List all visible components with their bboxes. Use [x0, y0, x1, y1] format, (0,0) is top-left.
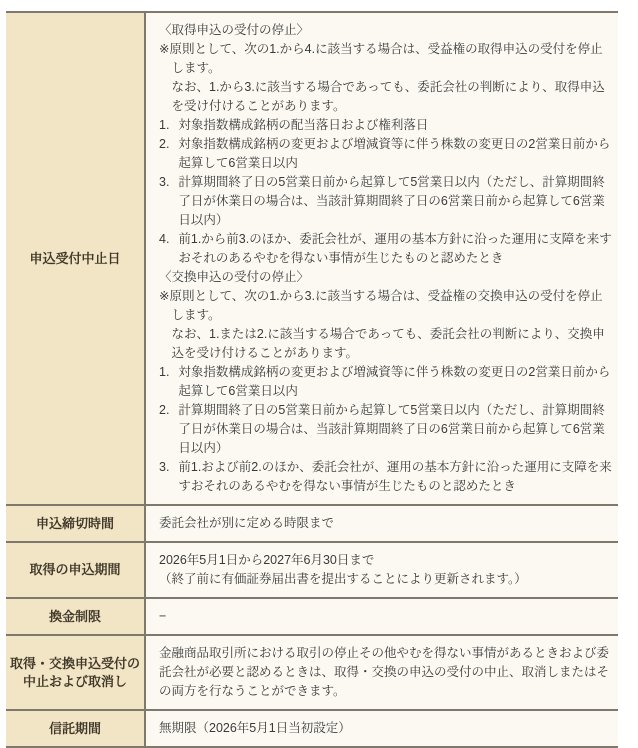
numbered-list — [159, 116, 612, 268]
numbered-list — [159, 363, 612, 496]
list-item-text: 前1.および前2.のほか、委託会社が、運用の基本方針に沿った運用に支障を来すおそれのあるやむを得ない事情が生じたものと認めたとき — [178, 460, 612, 493]
row-value-suspension-days — [146, 13, 618, 504]
section-note: ※原則として、次の1.から4.に該当する場合は、受益権の取得申込の受付を停止します。 — [159, 42, 603, 75]
row-value-redemption-restriction — [146, 599, 618, 634]
acquisition-suspension-section — [159, 21, 612, 268]
list-item-number: 4. — [159, 232, 170, 246]
row-label-application-period — [6, 543, 146, 597]
row-label-trust-period — [6, 711, 146, 746]
list-item — [159, 173, 612, 230]
table-row — [6, 636, 618, 711]
list-item — [159, 116, 612, 135]
row-label-line: 取得・交換申込受付の — [10, 655, 141, 671]
row-value-text: 無期限（2026年5月1日当初設定） — [159, 721, 351, 735]
section-subnote: なお、1.から3.に該当する場合であっても、委託会社の判断により、取得申込を受け付けることがあります。 — [171, 80, 605, 113]
list-item-number: 1. — [159, 118, 170, 132]
list-item-number: 2. — [159, 137, 170, 151]
list-item-text: 計算期間終了日の5営業日前から起算して5営業日以内（ただし、計算期間終了日が休業日の場合は、当該計算期間終了日の6営業日前から起算して6営業日以内） — [178, 403, 605, 455]
fund-terms-table — [6, 11, 618, 748]
row-label-line: 中止および取消し — [22, 673, 127, 689]
row-label-redemption-restriction — [6, 599, 146, 634]
row-label-suspension-days — [6, 13, 146, 504]
row-value-application-period — [146, 543, 618, 597]
table-row — [6, 599, 618, 636]
row-value-line: 2026年5月1日から2027年6月30日まで — [159, 553, 375, 567]
row-value-text: 金融商品取引所における取引の停止その他やむを得ない事情があるときおよび委託会社が必要と認めるときは、取得・交換の申込の受付の中止、取消しまたはその両方を行なうことができます。 — [159, 646, 610, 698]
list-item-text: 計算期間終了日の5営業日前から起算して5営業日以内（ただし、計算期間終了日が休業日の場合は、当該計算期間終了日の6営業日前から起算して6営業日以内） — [178, 175, 605, 227]
table-row — [6, 711, 618, 748]
list-item-text: 前1.から前3.のほか、委託会社が、運用の基本方針に沿った運用に支障を来すおそれのあるやむを得ない事情が生じたものと認めたとき — [178, 232, 612, 265]
row-value-cutoff-time — [146, 506, 618, 541]
table-row — [6, 13, 618, 506]
list-item-number: 2. — [159, 403, 170, 417]
list-item-number: 3. — [159, 175, 170, 189]
section-heading: 〈取得申込の受付の停止〉 — [159, 23, 310, 37]
exchange-suspension-section — [159, 268, 612, 496]
row-value-suspension-cancellation — [146, 636, 618, 709]
row-label-text: 換金制限 — [48, 608, 101, 624]
row-value-text: − — [159, 609, 167, 623]
section-subnote: なお、1.または2.に該当する場合であっても、委託会社の判断により、交換申込を受け付けることがあります。 — [171, 327, 605, 360]
list-item-number: 3. — [159, 460, 170, 474]
list-item — [159, 230, 612, 268]
list-item-text: 対象指数構成銘柄の変更および増減資等に伴う株数の変更日の2営業日前から起算して6営業日以内 — [178, 137, 611, 170]
list-item-text: 対象指数構成銘柄の変更および増減資等に伴う株数の変更日の2営業日前から起算して6営業日以内 — [178, 365, 611, 398]
row-label-suspension-cancellation — [6, 636, 146, 709]
row-value-line: （終了前に有価証券届出書を提出することにより更新されます。） — [159, 572, 527, 586]
row-label-text: 信託期間 — [48, 720, 101, 736]
row-label-cutoff-time — [6, 506, 146, 541]
list-item — [159, 458, 612, 496]
table-row — [6, 543, 618, 599]
list-item — [159, 401, 612, 458]
list-item — [159, 363, 612, 401]
row-label-text: 申込締切時間 — [35, 515, 114, 531]
row-label-text: 申込受付中止日 — [29, 250, 121, 266]
list-item-number: 1. — [159, 365, 170, 379]
list-item — [159, 135, 612, 173]
row-value-text: 委託会社が別に定める時限まで — [159, 516, 335, 530]
table-row — [6, 506, 618, 543]
row-label-text: 取得の申込期間 — [29, 562, 121, 577]
row-value-trust-period — [146, 711, 618, 746]
list-item-text: 対象指数構成銘柄の配当落日および権利落日 — [178, 118, 429, 132]
section-note: ※原則として、次の1.から3.に該当する場合は、受益権の交換申込の受付を停止します。 — [159, 289, 603, 322]
section-heading: 〈交換申込の受付の停止〉 — [159, 270, 310, 284]
